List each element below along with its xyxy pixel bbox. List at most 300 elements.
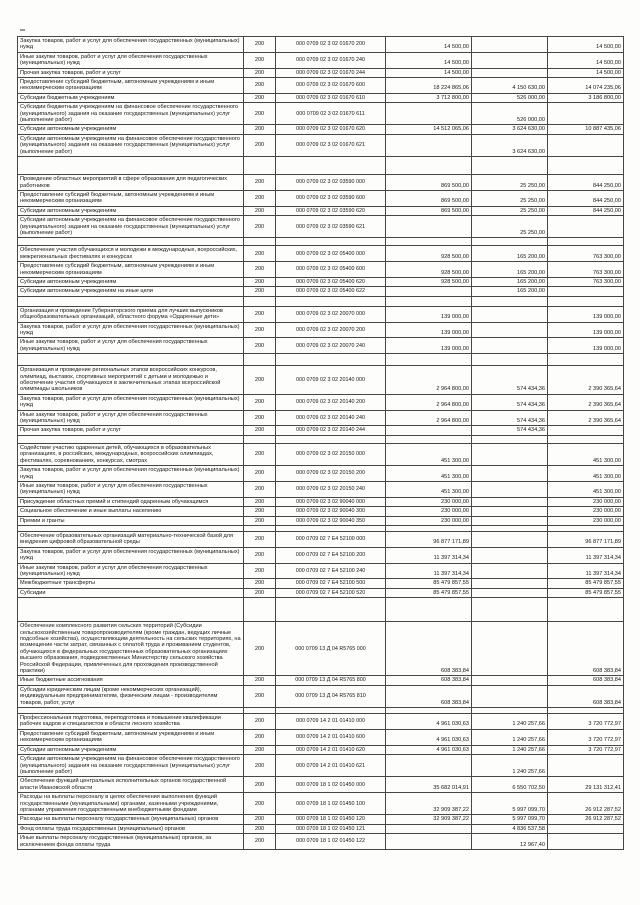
cell-line-code: 200 <box>244 338 276 354</box>
table-row <box>18 93 624 102</box>
cell-executed-amount: 165 200,00 <box>472 287 548 296</box>
cell-line-code: 200 <box>244 824 276 833</box>
cell-name: Субсидии автономным учреждениям на финансовое обеспечение государственного (муниципального) задания на оказание государственных (муниципальных) услуг (выполнение работ) <box>18 134 244 156</box>
cell-executed-amount <box>472 37 548 53</box>
table-row <box>18 68 624 77</box>
cell-classification-code: 000 0709 18 1 02 01450 120 <box>276 815 386 824</box>
cell-executed-amount: 1 240 257,66 <box>472 755 548 777</box>
cell-line-code: 200 <box>244 68 276 77</box>
cell-classification-code: 000 0709 02 7 Е4 52100 500 <box>276 579 386 588</box>
cell-line-code: 200 <box>244 676 276 685</box>
cell-approved-amount: 14 500,00 <box>386 37 472 53</box>
cell-line-code: 200 <box>244 103 276 125</box>
table-row <box>18 322 624 338</box>
table-row <box>18 579 624 588</box>
cell-unexecuted-amount: 139 000,00 <box>548 306 624 322</box>
table-row <box>18 497 624 506</box>
cell-unexecuted-amount: 14 500,00 <box>548 37 624 53</box>
cell-executed-amount: 3 624 630,00 <box>472 125 548 134</box>
table-row <box>18 78 624 94</box>
spacer-cell <box>472 435 548 443</box>
spacer-row <box>18 238 624 246</box>
cell-approved-amount <box>386 426 472 435</box>
table-row <box>18 443 624 465</box>
cell-unexecuted-amount: 451 300,00 <box>548 443 624 465</box>
cell-executed-amount: 4 836 537,58 <box>472 824 548 833</box>
cell-name: Профессиональная подготовка, переподготовка и повышение квалификации рабочих кадров и специалистов в области лесного хозяйства <box>18 714 244 730</box>
cell-executed-amount: 4 150 630,00 <box>472 78 548 94</box>
cell-name: Расходы на выплаты персоналу государственных (муниципальных) органов <box>18 815 244 824</box>
cell-name: Содействие участию одаренных детей, обучающихся в образовательных организациях, в российских, международных, всероссийских олимпиадах, фестивалях, соревнованиях, конкурсах, смотрах <box>18 443 244 465</box>
cell-line-code: 200 <box>244 78 276 94</box>
cell-name: Субсидии автономным учреждениям на финансовое обеспечение государственного (муниципального) задания на оказание государственных (муниципальных) услуг (выполнение работ) <box>18 755 244 777</box>
cell-line-code: 200 <box>244 206 276 215</box>
spacer-cell <box>386 296 472 306</box>
cell-classification-code: 000 0709 02 3 02 20150 240 <box>276 481 386 497</box>
cell-classification-code: 000 0709 02 3 02 05400 000 <box>276 246 386 262</box>
cell-approved-amount: 451 300,00 <box>386 466 472 482</box>
cell-unexecuted-amount: 11 397 314,34 <box>548 563 624 579</box>
table-row <box>18 547 624 563</box>
cell-name: Предоставление субсидий бюджетным, автономным учреждениям и иным некоммерческим организациям <box>18 78 244 94</box>
cell-name: Обеспечение функций центральных исполнительных органов государственной власти Ивановской области <box>18 777 244 793</box>
spacer-cell <box>548 354 624 366</box>
spacer-row <box>18 435 624 443</box>
cell-line-code: 200 <box>244 507 276 516</box>
cell-line-code: 200 <box>244 175 276 191</box>
cell-approved-amount: 230 000,00 <box>386 516 472 525</box>
cell-name: Субсидии бюджетным учреждениям на финансовое обеспечение государственного (муниципального) задания на оказание государственных (муниципальных) услуг (выполнение работ) <box>18 103 244 125</box>
cell-executed-amount: 12 967,40 <box>472 834 548 850</box>
cell-classification-code: 000 0709 02 3 02 20070 200 <box>276 322 386 338</box>
cell-unexecuted-amount: 2 390 365,64 <box>548 366 624 395</box>
cell-unexecuted-amount: 3 720 772,97 <box>548 745 624 754</box>
cell-unexecuted-amount <box>548 216 624 238</box>
cell-name: Организация и проведение Губернаторского приема для лучших выпускников общеобразовательных организаций, областного форума «Одаренные дети» <box>18 306 244 322</box>
spacer-cell <box>386 238 472 246</box>
spacer-cell <box>386 598 472 622</box>
cell-approved-amount: 18 224 865,06 <box>386 78 472 94</box>
cell-executed-amount: 25 250,00 <box>472 206 548 215</box>
cell-approved-amount: 14 500,00 <box>386 52 472 68</box>
cell-classification-code: 000 0709 13 Д 04 R5765 810 <box>276 685 386 707</box>
budget-table <box>17 36 624 850</box>
table-row <box>18 793 624 815</box>
cell-approved-amount: 139 000,00 <box>386 338 472 354</box>
cell-classification-code: 000 0709 02 7 Е4 52100 520 <box>276 588 386 597</box>
cell-unexecuted-amount: 451 300,00 <box>548 481 624 497</box>
table-row <box>18 755 624 777</box>
cell-classification-code: 000 0709 18 1 02 01450 000 <box>276 777 386 793</box>
cell-name: Субсидии автономным учреждениям на иные цели <box>18 287 244 296</box>
cell-classification-code: 000 0709 14 2 01 01410 621 <box>276 755 386 777</box>
cell-unexecuted-amount: 844 250,00 <box>548 206 624 215</box>
cell-line-code: 200 <box>244 134 276 156</box>
spacer-cell <box>548 598 624 622</box>
cell-classification-code: 000 0709 02 3 02 20070 240 <box>276 338 386 354</box>
cell-executed-amount <box>472 685 548 707</box>
cell-unexecuted-amount: 85 479 857,55 <box>548 588 624 597</box>
cell-unexecuted-amount: 139 000,00 <box>548 322 624 338</box>
cell-line-code: 200 <box>244 497 276 506</box>
cell-classification-code: 000 0709 02 3 02 20140 240 <box>276 410 386 426</box>
cell-name: Проведение областных мероприятий в сфере образования для педагогических работников <box>18 175 244 191</box>
cell-approved-amount: 928 500,00 <box>386 246 472 262</box>
cell-classification-code: 000 0709 02 7 Е4 52100 200 <box>276 547 386 563</box>
cell-approved-amount: 32 909 387,22 <box>386 815 472 824</box>
cell-unexecuted-amount: 3 186 800,00 <box>548 93 624 102</box>
cell-name: Прочая закупка товаров, работ и услуг <box>18 426 244 435</box>
cell-unexecuted-amount: 14 500,00 <box>548 68 624 77</box>
cell-line-code: 200 <box>244 466 276 482</box>
cell-line-code: 200 <box>244 793 276 815</box>
cell-executed-amount: 6 550 702,50 <box>472 777 548 793</box>
spacer-cell <box>18 238 244 246</box>
cell-unexecuted-amount: 14 074 235,06 <box>548 78 624 94</box>
cell-name: Расходы на выплаты персоналу в целях обеспечения выполнения функций государственными (муниципальными) органами, казенными учреждениями, органами управления государственными внебюджетными фондами <box>18 793 244 815</box>
table-row <box>18 729 624 745</box>
cell-classification-code: 000 0709 02 3 02 03590 000 <box>276 175 386 191</box>
cell-line-code: 200 <box>244 755 276 777</box>
cell-line-code: 200 <box>244 443 276 465</box>
cell-classification-code: 000 0709 02 3 02 20070 000 <box>276 306 386 322</box>
table-row <box>18 246 624 262</box>
cell-approved-amount: 608 383,84 <box>386 685 472 707</box>
cell-line-code: 200 <box>244 52 276 68</box>
cell-executed-amount <box>472 516 548 525</box>
cell-executed-amount <box>472 466 548 482</box>
cell-classification-code: 000 0709 18 1 02 01450 100 <box>276 793 386 815</box>
cell-approved-amount: 2 964 800,00 <box>386 366 472 395</box>
cell-executed-amount: 1 240 257,66 <box>472 729 548 745</box>
cell-unexecuted-amount: 763 300,00 <box>548 277 624 286</box>
spacer-cell <box>548 435 624 443</box>
cell-approved-amount <box>386 755 472 777</box>
cell-unexecuted-amount: 85 479 857,55 <box>548 579 624 588</box>
cell-name: Иные выплаты персоналу государственных (муниципальных) органов, за исключением фонда оплаты труда <box>18 834 244 850</box>
cell-classification-code: 000 0709 02 3 02 90040 350 <box>276 516 386 525</box>
spacer-cell <box>18 354 244 366</box>
cell-unexecuted-amount: 763 300,00 <box>548 262 624 278</box>
table-row <box>18 287 624 296</box>
table-row <box>18 563 624 579</box>
cell-name: Присуждение областных премий и стипендий одаренным обучающимся <box>18 497 244 506</box>
cell-approved-amount: 869 500,00 <box>386 206 472 215</box>
table-row <box>18 52 624 68</box>
cell-unexecuted-amount: 2 390 365,64 <box>548 394 624 410</box>
cell-unexecuted-amount: 11 397 314,34 <box>548 547 624 563</box>
cell-name: Предоставление субсидий бюджетным, автономным учреждениям и иным некоммерческим организациям <box>18 190 244 206</box>
cell-name: Закупка товаров, работ и услуг для обеспечения государственных (муниципальных) нужд <box>18 466 244 482</box>
cell-executed-amount: 165 200,00 <box>472 277 548 286</box>
table-row <box>18 125 624 134</box>
cell-line-code: 200 <box>244 125 276 134</box>
cell-approved-amount: 451 300,00 <box>386 443 472 465</box>
cell-unexecuted-amount: 763 300,00 <box>548 246 624 262</box>
cell-approved-amount: 4 961 030,63 <box>386 745 472 754</box>
cell-name: Прочая закупка товаров, работ и услуг <box>18 68 244 77</box>
cell-approved-amount: 2 964 800,00 <box>386 394 472 410</box>
cell-unexecuted-amount: 844 250,00 <box>548 190 624 206</box>
cell-name: Субсидии автономным учреждениям на финансовое обеспечение государственного (муниципального) задания на оказание государственных (муниципальных) услуг (выполнение работ) <box>18 216 244 238</box>
cell-unexecuted-amount: 844 250,00 <box>548 175 624 191</box>
cell-approved-amount <box>386 834 472 850</box>
cell-line-code: 200 <box>244 729 276 745</box>
cell-executed-amount <box>472 338 548 354</box>
spacer-cell <box>244 157 276 175</box>
cell-classification-code: 000 0709 14 2 01 01410 600 <box>276 729 386 745</box>
cell-line-code: 200 <box>244 579 276 588</box>
cell-classification-code: 000 0709 18 1 02 01450 122 <box>276 834 386 850</box>
cell-executed-amount: 25 250,00 <box>472 216 548 238</box>
cell-classification-code: 000 0709 02 3 02 01670 620 <box>276 125 386 134</box>
cell-executed-amount <box>472 68 548 77</box>
cell-line-code: 200 <box>244 777 276 793</box>
cell-name: Иные закупки товаров, работ и услуг для обеспечения государственных (муниципальных) нужд <box>18 52 244 68</box>
spacer-cell <box>276 354 386 366</box>
cell-approved-amount: 2 964 800,00 <box>386 410 472 426</box>
spacer-cell <box>276 157 386 175</box>
spacer-cell <box>244 435 276 443</box>
cell-name: Субсидии <box>18 588 244 597</box>
spacer-row <box>18 598 624 622</box>
cell-approved-amount <box>386 216 472 238</box>
cell-name: Субсидии автономным учреждениям <box>18 125 244 134</box>
cell-name: Иные закупки товаров, работ и услуг для обеспечения государственных (муниципальных) нужд <box>18 481 244 497</box>
spacer-cell <box>386 354 472 366</box>
spacer-cell <box>548 296 624 306</box>
cell-line-code: 200 <box>244 426 276 435</box>
cell-line-code: 200 <box>244 93 276 102</box>
cell-unexecuted-amount: 608 383,84 <box>548 622 624 676</box>
cell-executed-amount <box>472 676 548 685</box>
table-row <box>18 745 624 754</box>
cell-name: Социальное обеспечение и иные выплаты населению <box>18 507 244 516</box>
cell-classification-code: 000 0709 02 3 02 90040 000 <box>276 497 386 506</box>
cell-unexecuted-amount: 14 500,00 <box>548 52 624 68</box>
table-row <box>18 588 624 597</box>
cell-approved-amount: 3 712 800,00 <box>386 93 472 102</box>
spacer-cell <box>472 157 548 175</box>
cell-name: Организация и проведение региональных этапов всероссийских конкурсов, олимпиад, выставок, спортивных мероприятий с детьми и молодежью и обеспечение участия обучающихся в заключительных этапах всероссийской олимпиады школьников <box>18 366 244 395</box>
cell-unexecuted-amount <box>548 834 624 850</box>
cell-classification-code: 000 0709 14 2 01 01410 620 <box>276 745 386 754</box>
cell-unexecuted-amount: 10 887 435,06 <box>548 125 624 134</box>
table-row <box>18 37 624 53</box>
cell-classification-code: 000 0709 02 3 02 01670 240 <box>276 52 386 68</box>
cell-executed-amount: 25 250,00 <box>472 190 548 206</box>
spacer-row <box>18 354 624 366</box>
spacer-cell <box>472 238 548 246</box>
spacer-cell <box>276 238 386 246</box>
spacer-cell <box>276 296 386 306</box>
cell-approved-amount: 928 500,00 <box>386 277 472 286</box>
cell-executed-amount <box>472 481 548 497</box>
cell-line-code: 200 <box>244 588 276 597</box>
cell-line-code: 200 <box>244 277 276 286</box>
cell-unexecuted-amount <box>548 824 624 833</box>
cell-approved-amount: 11 397 314,34 <box>386 547 472 563</box>
cell-approved-amount: 35 682 014,91 <box>386 777 472 793</box>
cell-approved-amount: 32 909 387,22 <box>386 793 472 815</box>
cell-line-code: 200 <box>244 190 276 206</box>
spacer-cell <box>244 238 276 246</box>
cell-executed-amount <box>472 52 548 68</box>
table-row <box>18 466 624 482</box>
cell-line-code: 200 <box>244 834 276 850</box>
cell-name: Премии и гранты <box>18 516 244 525</box>
table-row <box>18 676 624 685</box>
cell-classification-code: 000 0709 02 3 02 03590 621 <box>276 216 386 238</box>
cell-approved-amount <box>386 103 472 125</box>
cell-approved-amount: 230 000,00 <box>386 497 472 506</box>
cell-name: Субсидии бюджетным учреждениям <box>18 93 244 102</box>
table-row <box>18 262 624 278</box>
cell-name: Иные бюджетные ассигнования <box>18 676 244 685</box>
cell-classification-code: 000 0709 02 3 02 01670 200 <box>276 37 386 53</box>
table-row <box>18 338 624 354</box>
cell-executed-amount <box>472 622 548 676</box>
cell-approved-amount: 869 500,00 <box>386 190 472 206</box>
cell-executed-amount: 5 997 099,70 <box>472 815 548 824</box>
table-row <box>18 394 624 410</box>
cell-executed-amount <box>472 443 548 465</box>
table-row <box>18 824 624 833</box>
cell-approved-amount: 4 961 030,63 <box>386 729 472 745</box>
spacer-cell <box>18 296 244 306</box>
cell-unexecuted-amount: 96 877 171,89 <box>548 531 624 547</box>
cell-line-code: 200 <box>244 531 276 547</box>
cell-name: Предоставление субсидий бюджетным, автономным учреждениям и иным некоммерческим организациям <box>18 262 244 278</box>
cell-approved-amount: 11 397 314,34 <box>386 563 472 579</box>
cell-executed-amount: 574 434,36 <box>472 410 548 426</box>
table-row <box>18 481 624 497</box>
cell-line-code: 200 <box>244 481 276 497</box>
table-row <box>18 190 624 206</box>
cell-name: Закупка товаров, работ и услуг для обеспечения государственных (муниципальных) нужд <box>18 322 244 338</box>
table-row <box>18 277 624 286</box>
cell-line-code: 200 <box>244 394 276 410</box>
table-row <box>18 306 624 322</box>
cell-classification-code: 000 0709 02 3 02 05400 600 <box>276 262 386 278</box>
table-row <box>18 516 624 525</box>
cell-classification-code: 000 0709 13 Д 04 R5765 000 <box>276 622 386 676</box>
cell-approved-amount: 928 500,00 <box>386 262 472 278</box>
cell-line-code: 200 <box>244 685 276 707</box>
table-row <box>18 531 624 547</box>
cell-unexecuted-amount: 2 390 365,64 <box>548 410 624 426</box>
cell-unexecuted-amount: 608 383,84 <box>548 676 624 685</box>
cell-name: Обеспечение участия обучающихся и молодежи в международных, всероссийских, межрегиональных фестивалях и конкурсах <box>18 246 244 262</box>
cell-executed-amount: 1 240 257,66 <box>472 714 548 730</box>
table-row <box>18 714 624 730</box>
cell-classification-code: 000 0709 02 3 02 01670 600 <box>276 78 386 94</box>
cell-unexecuted-amount: 230 000,00 <box>548 516 624 525</box>
spacer-cell <box>18 598 244 622</box>
cell-executed-amount <box>472 547 548 563</box>
cell-unexecuted-amount: 3 720 772,97 <box>548 729 624 745</box>
table-row <box>18 410 624 426</box>
spacer-cell <box>472 598 548 622</box>
cell-classification-code: 000 0709 02 3 02 05400 622 <box>276 287 386 296</box>
spacer-cell <box>548 157 624 175</box>
cell-classification-code: 000 0709 02 3 02 03590 620 <box>276 206 386 215</box>
spacer-cell <box>244 598 276 622</box>
cell-line-code: 200 <box>244 622 276 676</box>
cell-executed-amount: 25 250,00 <box>472 175 548 191</box>
cell-unexecuted-amount: 26 912 287,52 <box>548 793 624 815</box>
cell-executed-amount <box>472 507 548 516</box>
cell-executed-amount <box>472 579 548 588</box>
spacer-cell <box>244 354 276 366</box>
spacer-cell <box>276 598 386 622</box>
cell-classification-code: 000 0709 02 3 02 20150 000 <box>276 443 386 465</box>
cell-name: Иные закупки товаров, работ и услуг для обеспечения государственных (муниципальных) нужд <box>18 563 244 579</box>
table-row <box>18 206 624 215</box>
cell-line-code: 200 <box>244 563 276 579</box>
cell-unexecuted-amount <box>548 134 624 156</box>
cell-classification-code: 000 0709 13 Д 04 R5765 800 <box>276 676 386 685</box>
cell-approved-amount: 869 500,00 <box>386 175 472 191</box>
cell-unexecuted-amount: 29 131 312,41 <box>548 777 624 793</box>
cell-approved-amount: 230 000,00 <box>386 507 472 516</box>
cell-executed-amount <box>472 306 548 322</box>
cell-name: Субсидии автономным учреждениям <box>18 745 244 754</box>
cell-unexecuted-amount <box>548 287 624 296</box>
table-row <box>18 103 624 125</box>
cell-name: Обеспечение образовательных организаций материально-технической базой для внедрения цифровой образовательной среды <box>18 531 244 547</box>
cell-classification-code: 000 0709 02 3 02 03590 600 <box>276 190 386 206</box>
spacer-cell <box>18 157 244 175</box>
cell-classification-code: 000 0709 02 3 02 01670 621 <box>276 134 386 156</box>
cell-line-code: 200 <box>244 262 276 278</box>
cell-line-code: 200 <box>244 547 276 563</box>
cell-classification-code: 000 0709 02 3 02 90040 300 <box>276 507 386 516</box>
table-row <box>18 685 624 707</box>
cell-classification-code: 000 0709 02 3 02 01670 610 <box>276 93 386 102</box>
cell-name: Закупка товаров, работ и услуг для обеспечения государственных (муниципальных) нужд <box>18 547 244 563</box>
cell-line-code: 200 <box>244 306 276 322</box>
cell-unexecuted-amount <box>548 426 624 435</box>
spacer-cell <box>18 435 244 443</box>
table-row <box>18 834 624 850</box>
cell-executed-amount <box>472 563 548 579</box>
cell-name: Закупка товаров, работ и услуг для обеспечения государственных (муниципальных) нужд <box>18 37 244 53</box>
cell-name: Предоставление субсидий бюджетным, автономным учреждениям и иным некоммерческим организациям <box>18 729 244 745</box>
cell-executed-amount: 5 997 099,70 <box>472 793 548 815</box>
table-row <box>18 216 624 238</box>
spacer-cell <box>472 354 548 366</box>
table-row <box>18 366 624 395</box>
spacer-cell <box>472 296 548 306</box>
table-row <box>18 134 624 156</box>
cell-classification-code: 000 0709 02 3 02 01670 611 <box>276 103 386 125</box>
cell-executed-amount: 574 434,36 <box>472 366 548 395</box>
cell-classification-code: 000 0709 02 3 02 20150 200 <box>276 466 386 482</box>
cell-name: Межбюджетные трансферты <box>18 579 244 588</box>
cell-approved-amount: 85 479 857,55 <box>386 579 472 588</box>
cell-unexecuted-amount: 139 000,00 <box>548 338 624 354</box>
cell-classification-code: 000 0709 02 3 02 20140 200 <box>276 394 386 410</box>
spacer-row <box>18 157 624 175</box>
spacer-cell <box>276 435 386 443</box>
cell-approved-amount: 139 000,00 <box>386 322 472 338</box>
cell-executed-amount: 1 240 257,66 <box>472 745 548 754</box>
cell-approved-amount: 451 300,00 <box>386 481 472 497</box>
cell-executed-amount: 574 434,36 <box>472 426 548 435</box>
cell-line-code: 200 <box>244 745 276 754</box>
spacer-cell <box>386 435 472 443</box>
